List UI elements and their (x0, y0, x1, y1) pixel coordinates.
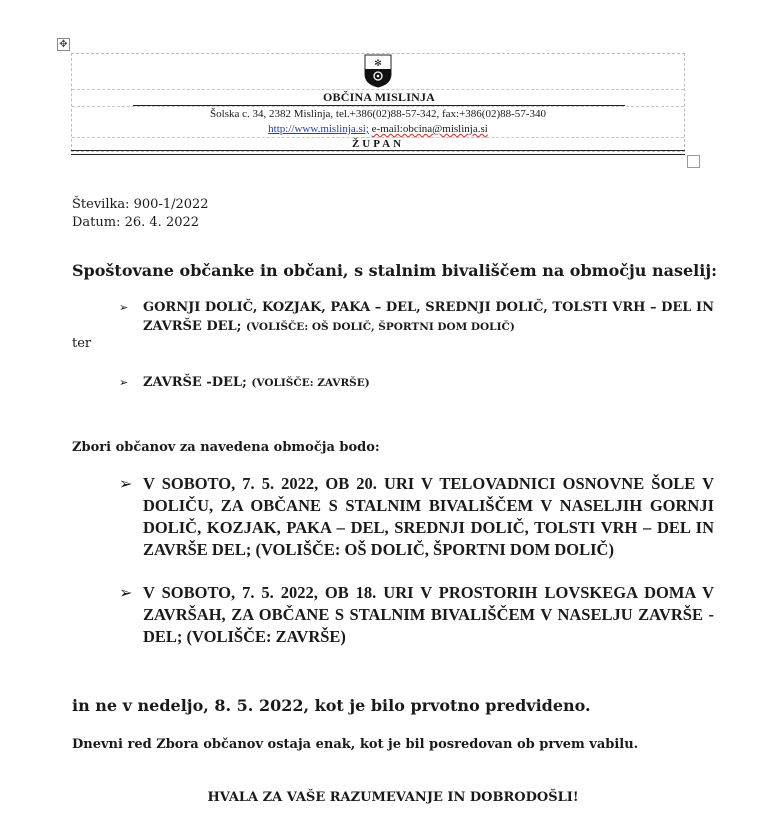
meetings-intro: Zbori občanov za navedena območja bodo: (72, 440, 380, 455)
svg-text:✻: ✻ (374, 59, 382, 69)
area-item (143, 298, 714, 337)
address-line: Šolska c. 34, 2382 Mislinja, tel.+386(02)88-57-342, fax:+386(02)88-57-340 (210, 108, 546, 120)
greeting-heading: Spoštovane občanke in občani, s stalnim bivališčem na območju naselij: (72, 261, 718, 280)
area-polling-station: (VOLIŠČE: OŠ DOLIČ, ŠPORTNI DOM DOLIČ) (246, 321, 515, 333)
thanks-line: HVALA ZA VAŠE RAZUMEVANJE IN DOBRODOŠLI! (207, 790, 579, 805)
area-polling-station: (VOLIŠČE: ZAVRŠE) (251, 377, 370, 389)
meeting-item: V SOBOTO, 7. 5. 2022, OB 18. URI V PROSTORIH LOVSKEGA DOMA V ZAVRŠAH, ZA OBČANE S STALNIM BIVALIŠČEM V NASELJU ZAVRŠE - DEL; (VOLIŠČE: ZAVRŠE) (143, 583, 714, 646)
document-date: Datum: 26. 4. 2022 (72, 215, 200, 230)
municipality-name: OBČINA MISLINJA (133, 90, 625, 106)
table-move-handle[interactable]: ✥ (57, 38, 70, 51)
arrow-bullet-icon: ➢ (119, 474, 133, 493)
document-number: Številka: 900-1/2022 (72, 197, 209, 212)
office-title: ŽUPAN (351, 138, 405, 150)
connector-text: ter (72, 336, 92, 351)
meeting-item: V SOBOTO, 7. 5. 2022, OB 20. URI V TELOVADNICI OSNOVNE ŠOLE V DOLIČU, ZA OBČANE S STALNIM BIVALIŠČEM V NASELJIH GORNJI DOLIČ, KOZJAK, PAKA – DEL, SREDNJI DOLIČ, TOLSTI VRH – DEL IN ZAVRŠE DEL; (VOLIŠČE: OŠ DOLIČ, ŠPORTNI DOM DOLIČ) (143, 474, 714, 559)
letterhead-name-row (72, 90, 684, 107)
arrow-bullet-icon: ➢ (119, 301, 129, 314)
area-names: ZAVRŠE -DEL; (143, 375, 247, 390)
area-item (143, 373, 714, 393)
arrow-bullet-icon: ➢ (119, 376, 129, 389)
header-double-rule (71, 150, 685, 155)
web-contact-line (71, 122, 685, 136)
coat-of-arms-icon (364, 54, 392, 88)
area-names: GORNJI DOLIČ, KOZJAK, PAKA – DEL, SREDNJI DOLIČ, TOLSTI VRH – DEL IN ZAVRŠE DEL; (143, 300, 714, 334)
agenda-note: Dnevni red Zbora občanov ostaja enak, kot je bil posredovan ob prvem vabilu. (72, 737, 639, 752)
closing-sentence: in ne v nedeljo, 8. 5. 2022, kot je bilo prvotno predvideno. (72, 696, 591, 715)
website-link[interactable]: http://www.mislinja.si; (268, 123, 369, 135)
email-text: e-mail:obcina@mislinja.si (371, 123, 488, 135)
arrow-bullet-icon: ➢ (119, 583, 133, 602)
table-resize-handle[interactable] (687, 155, 700, 168)
